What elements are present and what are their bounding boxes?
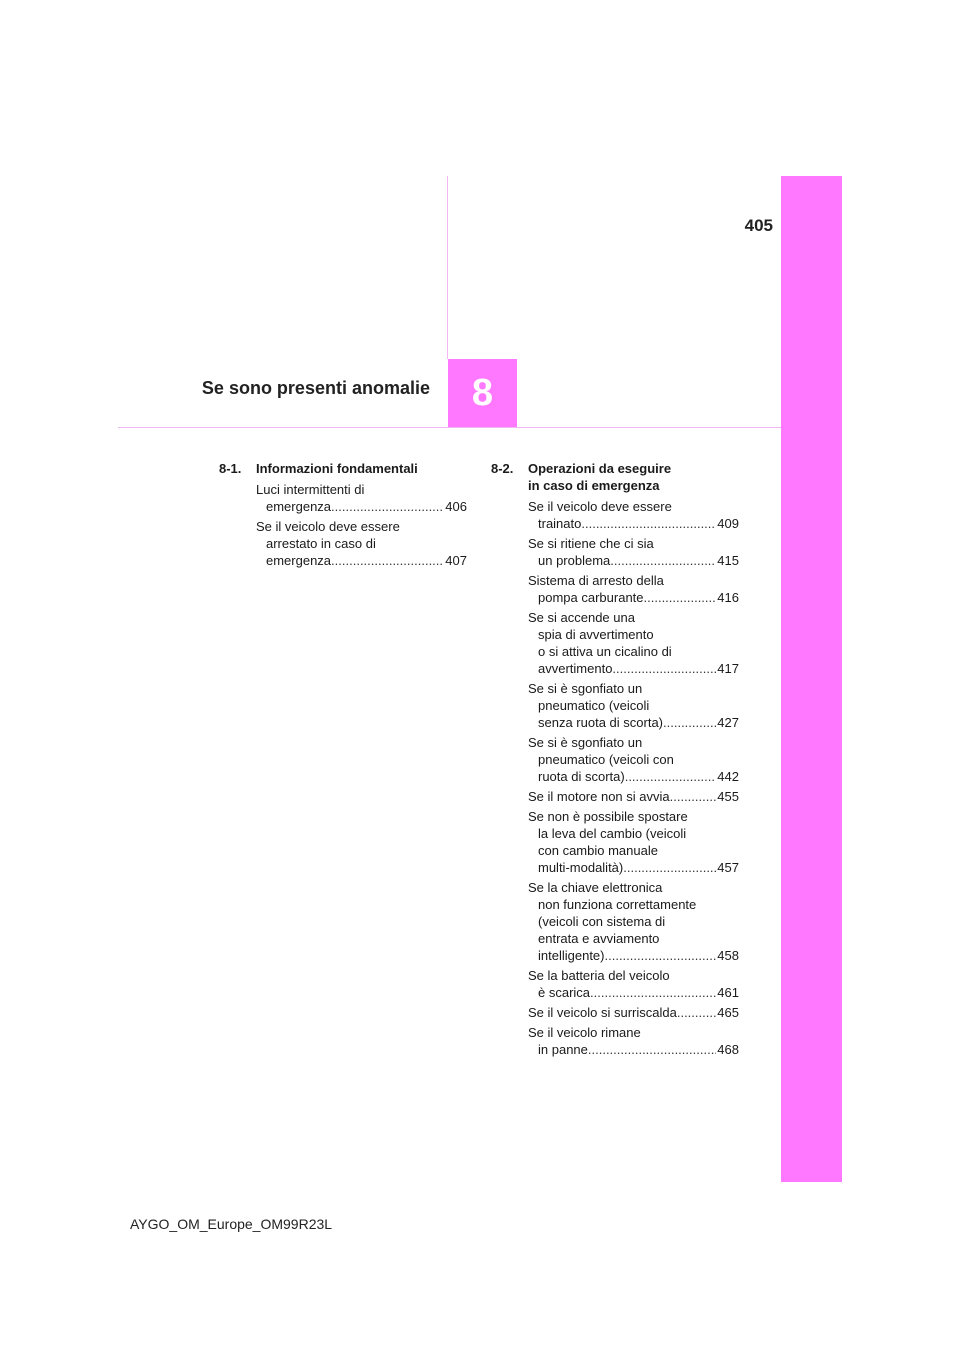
toc-entry-line: Se la chiave elettronica — [528, 880, 663, 895]
toc-entry-line: pneumatico (veicoli — [538, 698, 650, 713]
toc-entry-leader-line — [528, 859, 739, 876]
toc-entries — [219, 481, 467, 569]
toc-page-number: 457 — [717, 860, 739, 875]
toc-page-number: 416 — [717, 590, 739, 605]
section-title-line: in caso di emergenza — [528, 478, 660, 493]
toc-entry[interactable] — [256, 481, 467, 515]
toc-entry-leader-line — [528, 947, 739, 964]
toc-entry[interactable] — [528, 572, 739, 606]
dot-leader — [331, 552, 444, 569]
toc-page-number: 406 — [445, 499, 467, 514]
toc-entry-leader-line — [528, 788, 739, 805]
dot-leader — [612, 660, 716, 677]
chapter-number-box: 8 — [448, 359, 517, 427]
toc-page-number: 415 — [717, 553, 739, 568]
toc-entry[interactable] — [528, 967, 739, 1001]
toc-entry-line: Se il veicolo rimane — [528, 1025, 641, 1040]
toc-entry[interactable] — [528, 535, 739, 569]
toc-entry-text: senza ruota di scorta) — [538, 715, 664, 730]
toc-page-number: 442 — [717, 769, 739, 784]
dot-leader — [605, 947, 717, 964]
dot-leader — [644, 589, 717, 606]
section-title: Informazioni fondamentali — [256, 461, 418, 476]
toc-entry-line: entrata e avviamento — [538, 931, 660, 946]
toc-entry[interactable] — [528, 788, 739, 805]
toc-entry-line: o si attiva un cicalino di — [538, 644, 672, 659]
toc-entry-line: (veicoli con sistema di — [538, 914, 666, 929]
toc-entry-line: Se non è possibile spostare — [528, 809, 688, 824]
page-number: 405 — [744, 216, 773, 235]
toc-entry-text: avvertimento — [538, 661, 613, 676]
toc-entry-line: non funziona correttamente — [538, 897, 697, 912]
toc-entry-text: Se il veicolo si surriscalda — [528, 1005, 677, 1020]
toc-page-number: 409 — [717, 516, 739, 531]
toc-entry-leader-line — [528, 768, 739, 785]
toc-entry-text: intelligente) — [538, 948, 605, 963]
toc-page-number: 427 — [717, 715, 739, 730]
document-footer: AYGO_OM_Europe_OM99R23L — [130, 1216, 333, 1232]
toc-entry-leader-line — [528, 660, 739, 677]
dot-leader — [581, 515, 716, 532]
dot-leader — [625, 768, 717, 785]
toc-entry-leader-line — [528, 515, 739, 532]
toc-entry-line: spia di avvertimento — [538, 627, 654, 642]
toc-section-8-2 — [491, 460, 739, 1061]
toc-entry-leader-line — [528, 589, 739, 606]
dot-leader — [677, 1004, 716, 1021]
toc-page-number: 458 — [717, 948, 739, 963]
toc-entry-line: Se il veicolo deve essere — [256, 519, 400, 534]
dot-leader — [588, 1041, 716, 1058]
toc-entry-leader-line — [256, 498, 467, 515]
toc-entry-text: pompa carburante — [538, 590, 644, 605]
toc-entry-line: Sistema di arresto della — [528, 573, 664, 588]
toc-entry-text: emergenza — [266, 553, 332, 568]
dot-leader — [590, 984, 716, 1001]
toc-entry[interactable] — [528, 1024, 739, 1058]
toc-entry-line: Se si è sgonfiato un — [528, 735, 643, 750]
toc-entry-text: emergenza — [266, 499, 332, 514]
toc-entry-line: pneumatico (veicoli con — [538, 752, 674, 767]
toc-entry-line: Se il veicolo deve essere — [528, 499, 672, 514]
dot-leader — [670, 788, 717, 805]
toc-entry-text: è scarica — [538, 985, 591, 1000]
toc-entry-text: Se il motore non si avvia — [528, 789, 670, 804]
toc-entry-line: la leva del cambio (veicoli — [538, 826, 687, 841]
toc-entry-line: con cambio manuale — [538, 843, 658, 858]
section-number: 8-2. — [491, 461, 514, 476]
toc-entry-line: Luci intermittenti di — [256, 482, 365, 497]
toc-entry[interactable] — [528, 498, 739, 532]
toc-entry-text: in panne — [538, 1042, 588, 1057]
toc-page-number: 465 — [717, 1005, 739, 1020]
toc-entry[interactable] — [528, 609, 739, 677]
toc-entry-line: arrestato in caso di — [266, 536, 376, 551]
toc-entry-text: ruota di scorta) — [538, 769, 625, 784]
toc-entry-text: multi-modalità) — [538, 860, 624, 875]
header-horizontal-rule — [118, 427, 781, 428]
dot-leader — [623, 859, 716, 876]
toc-entry-leader-line — [256, 552, 467, 569]
toc-page-number: 417 — [717, 661, 739, 676]
toc-entry[interactable] — [256, 518, 467, 569]
toc-entry-text: trainato — [538, 516, 582, 531]
chapter-title: Se sono presenti anomalie — [201, 378, 430, 398]
dot-leader — [610, 552, 716, 569]
toc-page-number: 455 — [717, 789, 739, 804]
toc-entry-line: Se si è sgonfiato un — [528, 681, 643, 696]
toc-entry[interactable] — [528, 879, 739, 964]
section-title-line: Operazioni da eseguire — [528, 461, 672, 476]
toc-section-8-1 — [219, 460, 467, 572]
toc-entry-line: Se si ritiene che ci sia — [528, 536, 654, 551]
toc-entry-leader-line — [528, 552, 739, 569]
toc-entry-leader-line — [528, 1041, 739, 1058]
dot-leader — [331, 498, 444, 515]
toc-entry-leader-line — [528, 984, 739, 1001]
toc-entry[interactable] — [528, 1004, 739, 1021]
toc-entry-line: Se la batteria del veicolo — [528, 968, 670, 983]
toc-entry[interactable] — [528, 808, 739, 876]
toc-entry-leader-line — [528, 1004, 739, 1021]
toc-page-number: 468 — [717, 1042, 739, 1057]
toc-page-number: 407 — [445, 553, 467, 568]
dot-leader — [663, 714, 716, 731]
section-title — [528, 460, 739, 494]
toc-entry[interactable] — [528, 680, 739, 731]
toc-section-heading — [491, 460, 739, 494]
toc-entries — [491, 498, 739, 1058]
toc-entry[interactable] — [528, 734, 739, 785]
header-vertical-rule — [447, 176, 448, 359]
toc-entry-leader-line — [528, 714, 739, 731]
toc-page-number: 461 — [717, 985, 739, 1000]
toc-entry-text: un problema — [538, 553, 611, 568]
toc-section-heading — [219, 460, 467, 477]
toc-entry-line: Se si accende una — [528, 610, 635, 625]
section-number: 8-1. — [219, 461, 242, 476]
chapter-side-tab — [781, 176, 842, 1182]
